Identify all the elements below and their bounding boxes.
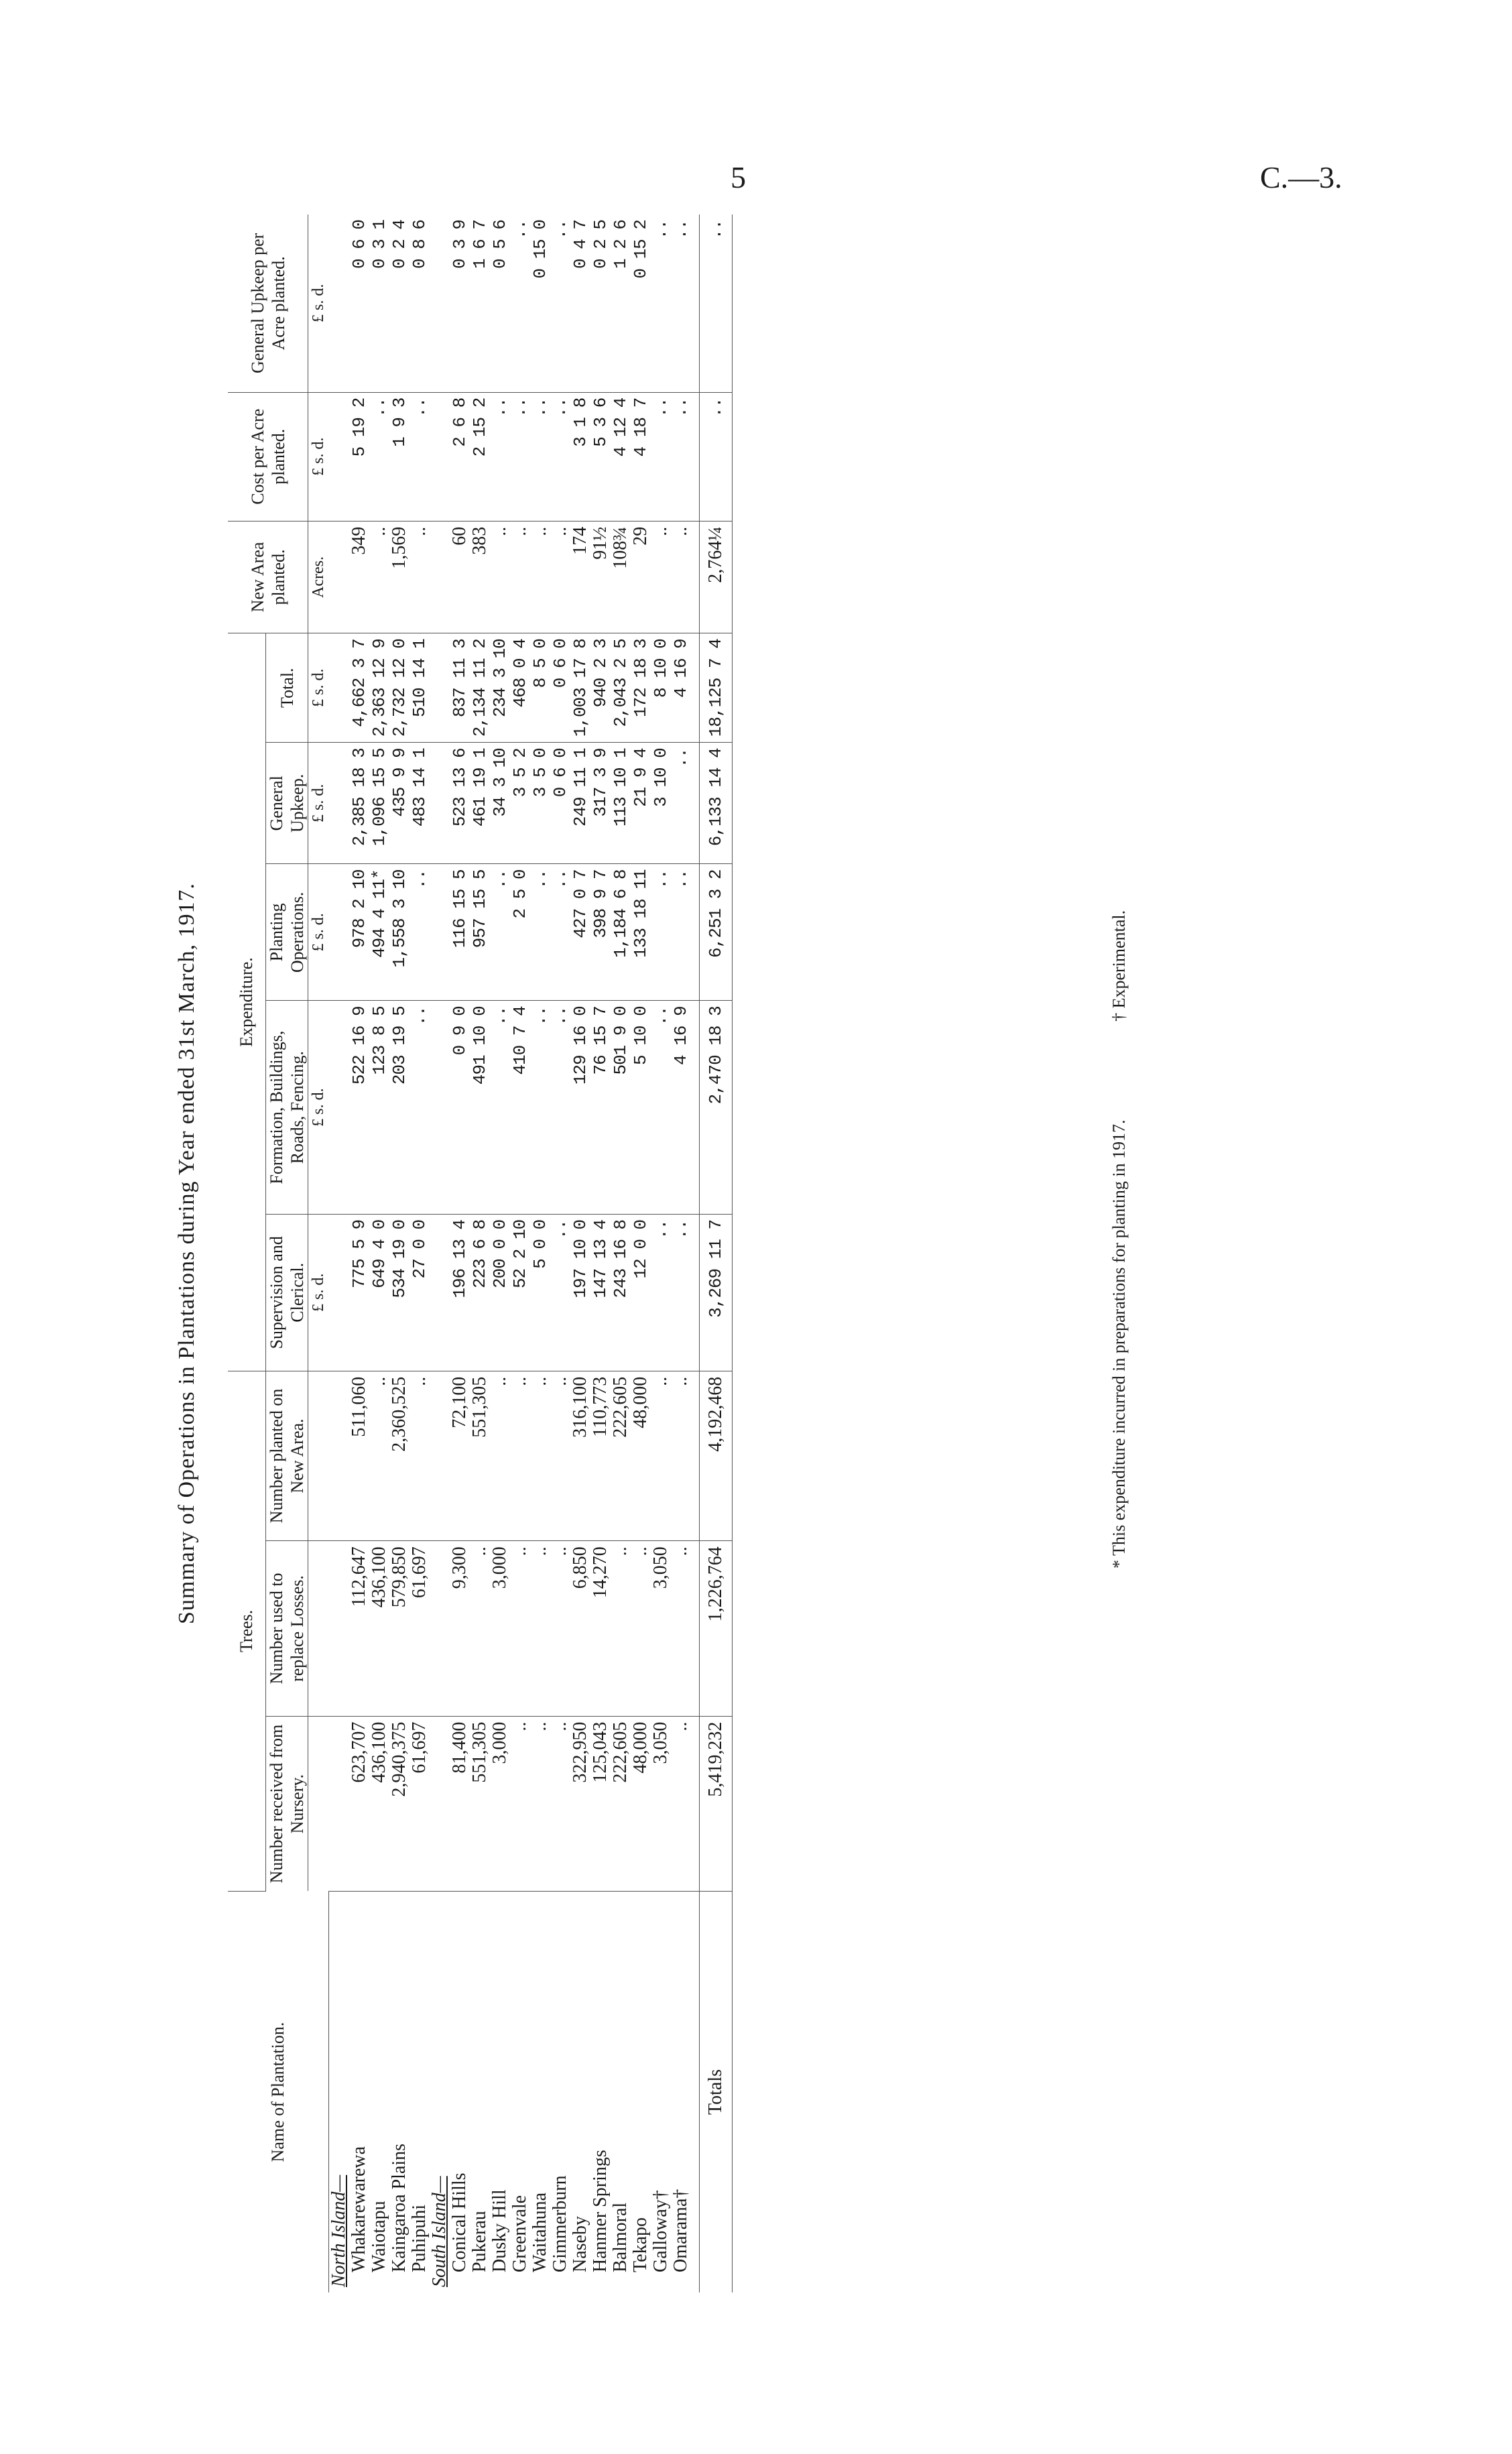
cell-received: 61,697	[410, 1716, 430, 1891]
table-row	[611, 214, 631, 2292]
cell-cost: 2 15 2	[470, 392, 490, 521]
total-plant: 6,251 3 2	[699, 864, 732, 1001]
cell-replace: 6,850	[570, 1541, 590, 1716]
cell-gu: ..	[671, 214, 691, 392]
cell-upkeep: 523 13 6	[450, 743, 470, 864]
cell-form: 501 9 0	[611, 1001, 631, 1215]
cell-cost: ..	[530, 392, 550, 521]
cell-received: 551,305	[470, 1716, 490, 1891]
cell-received: 222,605	[611, 1716, 631, 1891]
cell-received: ..	[550, 1716, 570, 1891]
table-row	[550, 214, 570, 2292]
cell-planted: 72,100	[450, 1371, 470, 1541]
cell-total: 1,003 17 8	[570, 633, 590, 743]
cell-upkeep: 21 9 4	[631, 743, 651, 864]
cell-cost: 1 9 3	[389, 392, 410, 521]
table-row	[651, 214, 671, 2292]
cell-gu: 0 5 6	[490, 214, 510, 392]
cell-plant: 1,558 3 10	[389, 864, 410, 1001]
cell-area: ..	[510, 521, 530, 633]
header-replace: Number used to replace Losses.	[266, 1541, 308, 1716]
cell-gu: 0 6 0	[349, 214, 369, 392]
empty-cell	[430, 633, 450, 743]
cell-plant: ..	[490, 864, 510, 1001]
cell-upkeep: 0 6 0	[550, 743, 570, 864]
cell-cost: ..	[410, 392, 430, 521]
cell-form: ..	[530, 1001, 550, 1215]
cell-form: ..	[651, 1001, 671, 1215]
cell-plant: 494 4 11*	[369, 864, 389, 1001]
plantation-name: Waitahuna	[529, 2192, 550, 2272]
cell-upkeep: 2,385 18 3	[349, 743, 369, 864]
cell-upkeep: 483 14 1	[410, 743, 430, 864]
empty-cell	[328, 1371, 349, 1541]
totals-label: Totals	[699, 1892, 732, 2293]
cell-planted: 511,060	[349, 1371, 369, 1541]
cell-received: 125,043	[590, 1716, 611, 1891]
footnote-dagger: † Experimental.	[1109, 910, 1129, 1022]
empty-cell	[328, 1541, 349, 1716]
empty-cell	[328, 521, 349, 633]
cell-replace: ..	[510, 1541, 530, 1716]
cell-cost: 4 12 4	[611, 392, 631, 521]
empty-cell	[328, 1001, 349, 1215]
table-row	[349, 214, 369, 2292]
cell-sup: 200 0 0	[490, 1214, 510, 1371]
cell-area: ..	[651, 521, 671, 633]
cell-upkeep: 435 9 9	[389, 743, 410, 864]
cell-plant: 116 15 5	[450, 864, 470, 1001]
cell-area: 349	[349, 521, 369, 633]
plantation-name: Balmoral	[609, 2202, 631, 2272]
cell-area: ..	[369, 521, 389, 633]
cell-plant: 978 2 10	[349, 864, 369, 1001]
cell-received: 81,400	[450, 1716, 470, 1891]
cell-plant: ..	[410, 864, 430, 1001]
cell-planted: ..	[671, 1371, 691, 1541]
empty-cell	[328, 392, 349, 521]
cell-replace: 436,100	[369, 1541, 389, 1716]
empty-cell	[328, 633, 349, 743]
cell-total: 940 2 3	[590, 633, 611, 743]
header-trees: Trees.	[228, 1371, 266, 1891]
cell-planted: 222,605	[611, 1371, 631, 1541]
cell-sup: 775 5 9	[349, 1214, 369, 1371]
cell-received: 3,000	[490, 1716, 510, 1891]
group-row	[430, 214, 450, 2292]
header-supervision: Supervision and Clerical.	[266, 1214, 308, 1371]
table-row	[450, 214, 470, 2292]
cell-total: 8 5 0	[530, 633, 550, 743]
cell-cost: ..	[510, 392, 530, 521]
cell-replace: ..	[470, 1541, 490, 1716]
empty-cell	[328, 743, 349, 864]
total-total: 18,125 7 4	[699, 633, 732, 743]
cell-replace: 579,850	[389, 1541, 410, 1716]
cell-sup: ..	[651, 1214, 671, 1371]
table-row	[389, 214, 410, 2292]
group-label: South Island—	[428, 2176, 450, 2287]
cell-form: 4 16 9	[671, 1001, 691, 1215]
cell-planted: 110,773	[590, 1371, 611, 1541]
total-cost: ..	[699, 392, 732, 521]
cell-plant: ..	[530, 864, 550, 1001]
table-title: Summary of Operations in Plantations during Year ended 31st March, 1917.	[174, 882, 199, 1625]
cell-cost: 4 18 7	[631, 392, 651, 521]
cell-form: 123 8 5	[369, 1001, 389, 1215]
total-received: 5,419,232	[699, 1716, 732, 1891]
plantation-name: Gimmerburn	[549, 2175, 570, 2272]
cell-area: 60	[450, 521, 470, 633]
empty-cell	[328, 1716, 349, 1891]
cell-plant: ..	[651, 864, 671, 1001]
cell-planted: ..	[550, 1371, 570, 1541]
cell-replace: 9,300	[450, 1541, 470, 1716]
plantation-name: Omarama†	[670, 2189, 691, 2272]
cell-form: ..	[490, 1001, 510, 1215]
cell-cost: 5 19 2	[349, 392, 369, 521]
cell-total: 2,134 11 2	[470, 633, 490, 743]
cell-plant: 2 5 0	[510, 864, 530, 1001]
empty-cell	[430, 864, 450, 1001]
cell-cost: 5 3 6	[590, 392, 611, 521]
cell-received: 436,100	[369, 1716, 389, 1891]
cell-upkeep: 461 19 1	[470, 743, 490, 864]
cell-area: ..	[550, 521, 570, 633]
plantation-name: Pukerau	[468, 2211, 490, 2272]
cell-replace: ..	[671, 1541, 691, 1716]
table-row	[530, 214, 550, 2292]
plantation-name: Tekapo	[629, 2217, 651, 2272]
cell-total: 837 11 3	[450, 633, 470, 743]
cell-upkeep: 113 10 1	[611, 743, 631, 864]
cell-replace: ..	[530, 1541, 550, 1716]
cell-area: ..	[410, 521, 430, 633]
cell-plant: 398 9 7	[590, 864, 611, 1001]
cell-cost: ..	[671, 392, 691, 521]
total-planted: 4,192,468	[699, 1371, 732, 1541]
cell-replace: ..	[550, 1541, 570, 1716]
cell-form: 203 19 5	[389, 1001, 410, 1215]
total-area: 2,764¼	[699, 521, 732, 633]
unit-lsd: £ s. d.	[308, 392, 329, 521]
header-planted: Number planted on New Area.	[266, 1371, 308, 1541]
cell-received: 48,000	[631, 1716, 651, 1891]
rotated-table-block	[174, 214, 1180, 2292]
table-row	[470, 214, 490, 2292]
table-body	[328, 214, 732, 2292]
header-formation: Formation, Buildings, Roads, Fencing.	[266, 1001, 308, 1215]
cell-total: 2,363 12 9	[369, 633, 389, 743]
cell-plant: 427 0 7	[570, 864, 590, 1001]
table-row	[631, 214, 651, 2292]
cell-total: 8 10 0	[651, 633, 671, 743]
cell-area: 29	[631, 521, 651, 633]
cell-plant: ..	[550, 864, 570, 1001]
cell-planted: 48,000	[631, 1371, 651, 1541]
total-sup: 3,269 11 7	[699, 1214, 732, 1371]
cell-replace: 61,697	[410, 1541, 430, 1716]
cell-total: 0 6 0	[550, 633, 570, 743]
cell-planted: 316,100	[570, 1371, 590, 1541]
cell-form: 410 7 4	[510, 1001, 530, 1215]
cell-sup: 223 6 8	[470, 1214, 490, 1371]
cell-sup: ..	[550, 1214, 570, 1371]
cell-sup: 27 0 0	[410, 1214, 430, 1371]
cell-plant: 957 15 5	[470, 864, 490, 1001]
cell-gu: ..	[550, 214, 570, 392]
cell-gu: 0 2 4	[389, 214, 410, 392]
table-row	[671, 214, 691, 2292]
empty-cell	[430, 392, 450, 521]
cell-gu: 0 15 0	[530, 214, 550, 392]
plantation-summary-table	[228, 214, 733, 2292]
cell-planted: 551,305	[470, 1371, 490, 1541]
table-row	[510, 214, 530, 2292]
plantation-name: Kaingaroa Plains	[388, 2143, 410, 2272]
header-name: Name of Plantation.	[228, 1892, 328, 2293]
cell-gu: 0 15 2	[631, 214, 651, 392]
cell-form: 0 9 0	[450, 1001, 470, 1215]
cell-upkeep: 3 10 0	[651, 743, 671, 864]
totals-row	[699, 214, 732, 2292]
cell-gu: 0 4 7	[570, 214, 590, 392]
cell-total: 234 3 10	[490, 633, 510, 743]
plantation-name: Conical Hills	[448, 2172, 470, 2272]
cell-gu: ..	[651, 214, 671, 392]
table-row	[369, 214, 389, 2292]
plantation-name: Whakarewarewa	[348, 2146, 369, 2272]
footnote-star: * This expenditure incurred in preparations for planting in 1917.	[1109, 1119, 1129, 1569]
cell-planted: ..	[510, 1371, 530, 1541]
cell-upkeep: 317 3 9	[590, 743, 611, 864]
header-planting-ops: Planting Operations.	[266, 864, 308, 1001]
header-total: Total.	[266, 633, 308, 743]
cell-gu: 1 2 6	[611, 214, 631, 392]
unit-lsd: £ s. d.	[308, 214, 329, 392]
cell-form: 76 15 7	[590, 1001, 611, 1215]
cell-upkeep: 249 11 1	[570, 743, 590, 864]
empty-cell	[430, 1001, 450, 1215]
cell-area: ..	[671, 521, 691, 633]
header-received: Number received from Nursery.	[266, 1716, 308, 1891]
cell-replace: 3,050	[651, 1541, 671, 1716]
cell-sup: ..	[671, 1214, 691, 1371]
cell-gu: 0 2 5	[590, 214, 611, 392]
unit-lsd: £ s. d.	[308, 633, 329, 743]
cell-form: 129 16 0	[570, 1001, 590, 1215]
cell-sup: 243 16 8	[611, 1214, 631, 1371]
cell-planted: ..	[530, 1371, 550, 1541]
empty-cell	[430, 1371, 450, 1541]
plantation-name: Dusky Hill	[489, 2189, 510, 2272]
cell-total: 2,043 2 5	[611, 633, 631, 743]
unit-lsd: £ s. d.	[308, 864, 329, 1001]
group-label: North Island—	[328, 2174, 349, 2287]
empty-cell	[430, 743, 450, 864]
table-row	[490, 214, 510, 2292]
cell-upkeep: 1,096 15 5	[369, 743, 389, 864]
cell-replace: ..	[631, 1541, 651, 1716]
cell-cost: ..	[550, 392, 570, 521]
empty-cell	[430, 521, 450, 633]
cell-sup: 196 13 4	[450, 1214, 470, 1371]
plantation-name: Puhipuhi	[408, 2204, 430, 2272]
cell-planted: ..	[490, 1371, 510, 1541]
empty-cell	[328, 1214, 349, 1371]
header-cost-acre: Cost per Acre planted.	[228, 392, 308, 521]
empty-cell	[430, 214, 450, 392]
table-row	[410, 214, 430, 2292]
cell-total: 2,732 12 0	[389, 633, 410, 743]
cell-replace: 112,647	[349, 1541, 369, 1716]
total-upkeep: 6,133 14 4	[699, 743, 732, 864]
cell-replace: 14,270	[590, 1541, 611, 1716]
cell-area: 383	[470, 521, 490, 633]
empty-cell	[430, 1716, 450, 1891]
cell-sup: 649 4 0	[369, 1214, 389, 1371]
cell-gu: ..	[510, 214, 530, 392]
footnotes	[1109, 228, 1129, 1569]
total-form: 2,470 18 3	[699, 1001, 732, 1215]
plantation-name: Hanmer Springs	[589, 2150, 611, 2272]
cell-received: 3,050	[651, 1716, 671, 1891]
cell-total: 172 18 3	[631, 633, 651, 743]
cell-area: ..	[490, 521, 510, 633]
header-new-area: New Area planted.	[228, 521, 308, 633]
cell-upkeep: 3 5 2	[510, 743, 530, 864]
cell-sup: 197 10 0	[570, 1214, 590, 1371]
cell-sup: 5 0 0	[530, 1214, 550, 1371]
empty-cell	[430, 1541, 450, 1716]
cell-replace: ..	[611, 1541, 631, 1716]
cell-cost: ..	[651, 392, 671, 521]
document-reference: C.—3.	[1260, 160, 1342, 194]
cell-form: ..	[550, 1001, 570, 1215]
cell-planted: ..	[369, 1371, 389, 1541]
cell-cost: ..	[369, 392, 389, 521]
total-gu: ..	[699, 214, 732, 392]
cell-received: 2,940,375	[389, 1716, 410, 1891]
cell-cost: ..	[490, 392, 510, 521]
cell-cost: 3 1 8	[570, 392, 590, 521]
header-upkeep-acre: General Upkeep per Acre planted.	[228, 214, 308, 392]
cell-area: 91½	[590, 521, 611, 633]
cell-plant: ..	[671, 864, 691, 1001]
cell-gu: 0 3 1	[369, 214, 389, 392]
cell-total: 510 14 1	[410, 633, 430, 743]
header-expenditure: Expenditure.	[228, 633, 266, 1371]
plantation-name: Naseby	[569, 2216, 590, 2272]
cell-form: 522 16 9	[349, 1001, 369, 1215]
page-number: 5	[731, 160, 746, 194]
cell-gu: 1 6 7	[470, 214, 490, 392]
cell-upkeep: ..	[671, 743, 691, 864]
cell-sup: 147 13 4	[590, 1214, 611, 1371]
cell-received: 322,950	[570, 1716, 590, 1891]
unit-acres: Acres.	[308, 521, 329, 633]
cell-planted: 2,360,525	[389, 1371, 410, 1541]
table-row	[590, 214, 611, 2292]
cell-total: 4 16 9	[671, 633, 691, 743]
total-replace: 1,226,764	[699, 1541, 732, 1716]
plantation-name: Galloway†	[649, 2190, 671, 2272]
cell-received: 623,707	[349, 1716, 369, 1891]
cell-form: 491 10 0	[470, 1001, 490, 1215]
cell-total: 468 0 4	[510, 633, 530, 743]
cell-replace: 3,000	[490, 1541, 510, 1716]
cell-cost: 2 6 8	[450, 392, 470, 521]
cell-area: 174	[570, 521, 590, 633]
cell-plant: 133 18 11	[631, 864, 651, 1001]
cell-gu: 0 8 6	[410, 214, 430, 392]
plantation-name: Waiotapu	[368, 2201, 389, 2272]
cell-sup: 52 2 10	[510, 1214, 530, 1371]
cell-sup: 534 19 0	[389, 1214, 410, 1371]
header-upkeep: General Upkeep.	[266, 743, 308, 864]
empty-cell	[430, 1214, 450, 1371]
unit-lsd: £ s. d.	[308, 1214, 329, 1371]
cell-received: ..	[510, 1716, 530, 1891]
cell-total: 4,662 3 7	[349, 633, 369, 743]
unit-lsd: £ s. d.	[308, 743, 329, 864]
cell-planted: ..	[651, 1371, 671, 1541]
cell-received: ..	[671, 1716, 691, 1891]
cell-form: ..	[410, 1001, 430, 1215]
cell-planted: ..	[410, 1371, 430, 1541]
cell-area: 1,569	[389, 521, 410, 633]
empty-cell	[328, 214, 349, 392]
cell-plant: 1,184 6 8	[611, 864, 631, 1001]
cell-area: 108¾	[611, 521, 631, 633]
empty-cell	[328, 864, 349, 1001]
cell-sup: 12 0 0	[631, 1214, 651, 1371]
table-row	[570, 214, 590, 2292]
group-row	[328, 214, 349, 2292]
cell-form: 5 10 0	[631, 1001, 651, 1215]
plantation-name: Greenvale	[509, 2195, 530, 2272]
unit-lsd: £ s. d.	[308, 1001, 329, 1215]
cell-upkeep: 3 5 0	[530, 743, 550, 864]
cell-area: ..	[530, 521, 550, 633]
cell-upkeep: 34 3 10	[490, 743, 510, 864]
cell-received: ..	[530, 1716, 550, 1891]
cell-gu: 0 3 9	[450, 214, 470, 392]
